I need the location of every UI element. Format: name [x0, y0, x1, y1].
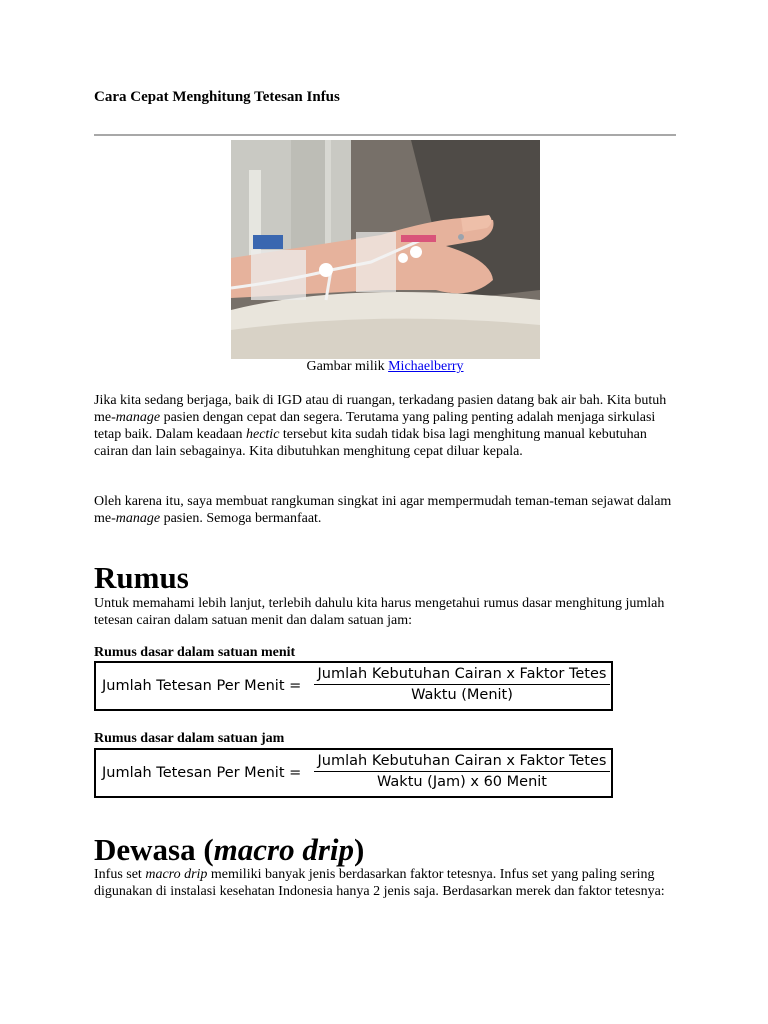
formula-hour-denominator: Waktu (Jam) x 60 Menit — [377, 774, 547, 790]
formula-minute-denominator: Waktu (Menit) — [411, 687, 513, 703]
dewasa-heading-text-a: Dewasa ( — [94, 832, 214, 867]
formula-minute-numerator: Jumlah Kebutuhan Cairan x Faktor Tetes — [314, 666, 610, 685]
dewasa-heading — [94, 832, 364, 868]
dewasa-heading-em: macro drip — [213, 832, 355, 867]
formula-hour-title: Rumus dasar dalam satuan jam — [94, 731, 285, 746]
dewasa-paragraph — [94, 866, 676, 900]
formula-hour-lhs: Jumlah Tetesan Per Menit = — [102, 765, 302, 781]
intro-p2-em-manage: manage — [115, 511, 161, 526]
intro-paragraph-1 — [94, 392, 676, 460]
iv-infusion-hand-photo — [231, 140, 540, 359]
caption-author-link[interactable]: Michaelberry — [388, 359, 464, 374]
intro-p2-text-b: pasien. Semoga bermanfaat. — [160, 511, 322, 526]
photo-caption — [94, 359, 676, 375]
intro-p1-text-a: Jika kita sedang berjaga, baik di IGD atau di ruangan, terkadang pasien datang bak air bah. Kita butuh me- — [94, 393, 667, 425]
formula-minute-box — [94, 661, 613, 711]
dewasa-heading-text-b: ) — [354, 832, 365, 867]
formula-minute-fraction — [314, 666, 610, 703]
photo-illustration — [231, 140, 540, 359]
intro-p1-text-b: pasien dengan cepat dan segera. Terutama yang paling penting adalah menjaga sirkulasi tetap baik. Dalam keadaan — [94, 410, 656, 442]
dewasa-text-b: memiliki banyak jenis berdasarkan faktor tetesnya. Infus set yang paling sering digunakan di instalasi kesehatan Indonesia hanya 2 jenis saja. Berdasarkan merek dan faktor tetesnya: — [94, 867, 665, 899]
formula-hour-box — [94, 748, 613, 798]
intro-p2-text-a: Oleh karena itu, saya membuat rangkuman singkat ini agar mempermudah teman-teman sejawat dalam me- — [94, 494, 672, 526]
rumus-heading: Rumus — [94, 560, 189, 595]
formula-hour-fraction — [314, 753, 610, 790]
caption-prefix: Gambar milik — [306, 359, 389, 374]
formula-minute-title: Rumus dasar dalam satuan menit — [94, 645, 296, 660]
formula-hour-numerator: Jumlah Kebutuhan Cairan x Faktor Tetes — [314, 753, 610, 772]
rumus-paragraph: Untuk memahami lebih lanjut, terlebih dahulu kita harus mengetahui rumus dasar menghitung jumlah tetesan cairan dalam satuan menit dan dalam satuan jam: — [94, 596, 665, 628]
intro-paragraph-2 — [94, 493, 676, 527]
formula-minute-lhs: Jumlah Tetesan Per Menit = — [102, 678, 302, 694]
dewasa-text-a: Infus set — [94, 867, 146, 882]
document-title: Cara Cepat Menghitung Tetesan Infus — [94, 89, 340, 105]
intro-p1-text-c: tersebut kita sudah tidak bisa lagi menghitung manual kebutuhan cairan dan lain sebagainya. Kita dibutuhkan menghitung cepat diluar kepala. — [94, 427, 647, 459]
dewasa-text-em: macro drip — [145, 867, 208, 882]
intro-p1-em-manage: manage — [115, 410, 161, 425]
intro-p1-em-hectic: hectic — [245, 427, 280, 442]
horizontal-rule — [94, 134, 676, 136]
